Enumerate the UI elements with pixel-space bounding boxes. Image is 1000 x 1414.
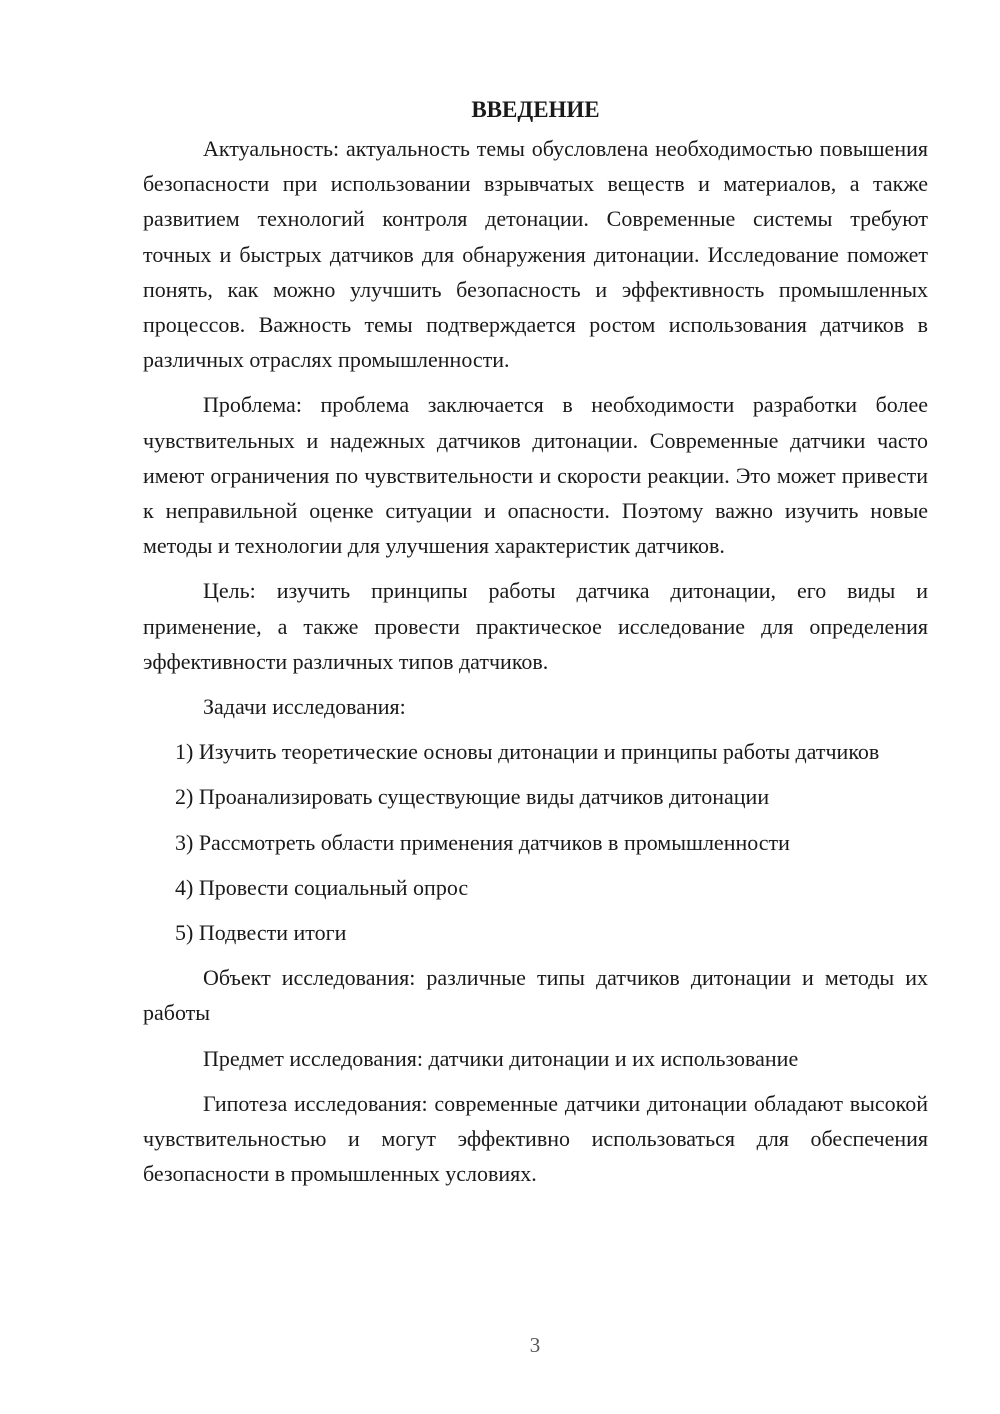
tasks-heading: Задачи исследования: xyxy=(203,694,406,720)
hypothesis-paragraph: Гипотеза исследования: современные датчики дитонации обладают высокой чувствительностью и могут эффективно использоваться для обеспечения безопасности в промышленных условиях. xyxy=(143,1090,928,1187)
problem-paragraph: Проблема: проблема заключается в необходимости разработки более чувствительных и надежных датчиков дитонации. Современные датчики часто имеют ограничения по чувствительности и скорости реакции. Это может привести к неправильной оценке ситуации и опасности. Поэтому важно изучить новые методы и технологии для улучшения характеристик датчиков. xyxy=(143,392,928,559)
task-item-3: 3) Рассмотреть области применения датчиков в промышленности xyxy=(175,829,790,855)
page-title: ВВЕДЕНИЕ xyxy=(471,97,600,122)
tasks-list xyxy=(143,734,928,950)
document-page xyxy=(143,92,928,1201)
task-item-5: 5) Подвести итоги xyxy=(175,920,347,946)
subject-paragraph: Предмет исследования: датчики дитонации и их использование xyxy=(203,1045,799,1071)
page-number: 3 xyxy=(529,1333,541,1357)
task-item-1: 1) Изучить теоретические основы дитонации и принципы работы датчиков xyxy=(175,739,880,765)
object-paragraph: Объект исследования: различные типы датчиков дитонации и методы их работы xyxy=(143,965,928,1026)
relevance-paragraph: Актуальность: актуальность темы обусловлена необходимостью повышения безопасности при использовании взрывчатых веществ и материалов, а также развитием технологий контроля детонации. Современные системы требуют точных и быстрых датчиков для обнаружения дитонации. Исследование поможет понять, как можно улучшить безопасность и эффективность промышленных процессов. Важность темы подтверждается ростом использования датчиков в различных отраслях промышленности. xyxy=(143,136,928,373)
task-item-4: 4) Провести социальный опрос xyxy=(175,874,469,900)
task-item-2: 2) Проанализировать существующие виды датчиков дитонации xyxy=(175,784,770,810)
goal-paragraph: Цель: изучить принципы работы датчика дитонации, его виды и применение, а также провести практическое исследование для определения эффективности различных типов датчиков. xyxy=(143,578,928,674)
